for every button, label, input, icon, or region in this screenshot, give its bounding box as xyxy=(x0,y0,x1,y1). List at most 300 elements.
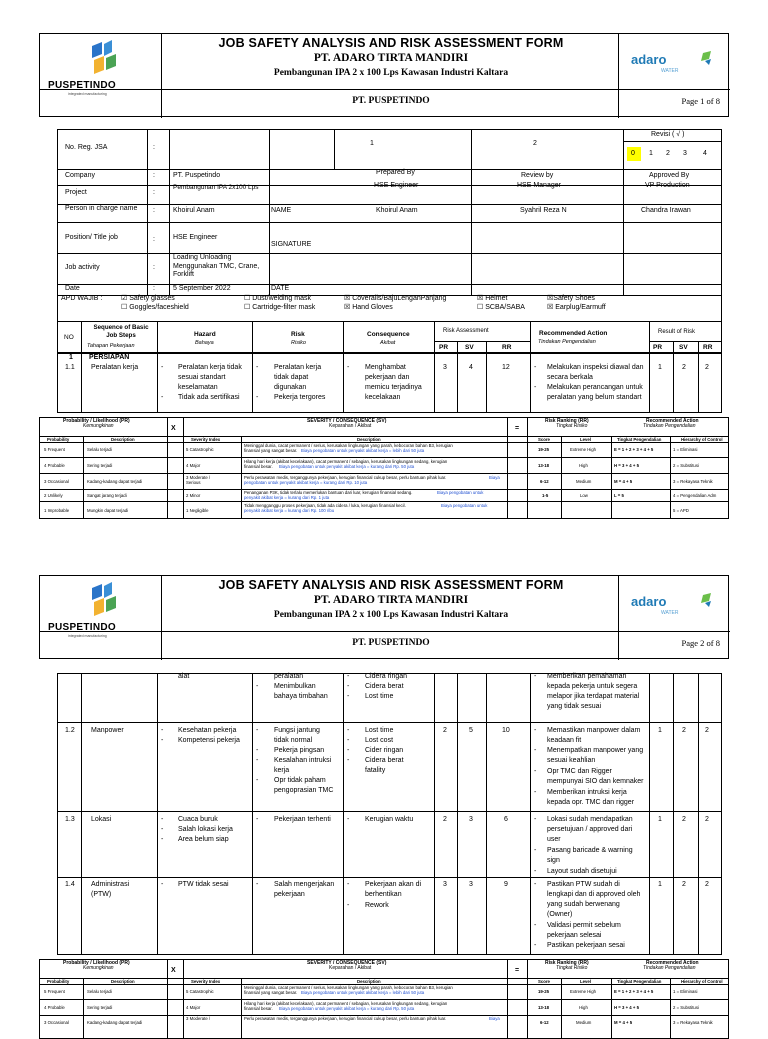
apd-dust-mask[interactable]: ☐ Dust/welding mask xyxy=(244,295,311,302)
adaro-water-text: WATER xyxy=(661,610,679,616)
puspetindo-logo xyxy=(40,576,162,660)
sev-desc: finansial besar. xyxy=(244,464,273,469)
legend-rr-title: Risk Ranking (RR) xyxy=(545,418,589,424)
recommended-text: Memberikan intruksi kerja xyxy=(547,789,627,796)
bullet-dash: - xyxy=(534,747,537,754)
recommended-text: Memberikan pemahaman xyxy=(547,673,627,680)
bullet-dash: - xyxy=(534,789,537,796)
pr-value: 2 xyxy=(443,727,447,734)
recommended-text: Pastikan pekerjaan sesai xyxy=(547,942,625,949)
legend-header: Severity Index xyxy=(191,437,221,442)
sv-value: 3 xyxy=(469,881,473,888)
col-pr: PR xyxy=(439,344,449,351)
approved-name: Chandra Irawan xyxy=(641,207,691,214)
review-name: Syahril Reza N xyxy=(520,207,567,214)
consequence-text: Pekerjaan akan di xyxy=(365,881,422,888)
bullet-dash: - xyxy=(534,384,537,391)
colon: : xyxy=(153,285,155,292)
bullet-dash: - xyxy=(534,942,537,949)
recommended-text: pekerjaan selesai xyxy=(547,932,602,939)
col-recommended: Recommended Action xyxy=(539,330,608,337)
prob-desc: Sering terjadi xyxy=(87,463,113,468)
consequence-text: Cider ringan xyxy=(365,747,404,754)
sev-cost: Biaya pengobatan untuk penyakit akibat kerja = kurang dari Rp. 50 juta xyxy=(279,464,415,469)
section-title: PERSIAPAN xyxy=(89,354,130,361)
prob-desc: Selalu terjadi xyxy=(87,447,112,452)
colon: : xyxy=(153,264,155,271)
hazard-text: Peralatan kerja tidak xyxy=(178,364,242,371)
bullet-dash: - xyxy=(161,826,164,833)
bullet-dash: - xyxy=(256,881,259,888)
prob-level: 2 Unlikely xyxy=(44,493,63,498)
result-sv-value: 2 xyxy=(682,881,686,888)
sev-cost: Biaya xyxy=(489,475,500,480)
rr-value: 10 xyxy=(502,727,510,734)
legend-header: Hierarchy of Control xyxy=(681,437,723,442)
recommended-text: Opr TMC dan Rigger xyxy=(547,768,612,775)
col-consequence: Consequence xyxy=(367,331,410,338)
hazard-text: keselamatan xyxy=(178,384,218,391)
apd-safety-glasses[interactable]: ☑ Safety glasses xyxy=(121,295,175,302)
project-label: Project xyxy=(65,189,87,196)
consequence-text: Cidera berat xyxy=(365,683,404,690)
apd-goggles[interactable]: ☐ Goggles/faceshield xyxy=(121,304,189,311)
adaro-leaf-icon xyxy=(701,593,713,607)
rr-score: 1-5 xyxy=(542,493,549,498)
sev-level: 2 Minor xyxy=(186,493,201,498)
recommended-text: peralatan yang belum standart xyxy=(547,394,642,401)
recommended-text: (Owner) xyxy=(547,911,573,918)
position-label: Position/ Title job xyxy=(65,234,118,241)
adaro-leaf-icon xyxy=(701,51,713,65)
adaro-brand: adaro xyxy=(631,52,667,67)
consequence-text: kecelakaan xyxy=(365,394,401,401)
risk-text: Salah mengerjakan xyxy=(274,881,335,888)
rr-control: E = 1 + 2 + 3 + 4 + 5 xyxy=(614,989,654,994)
pr-value: 2 xyxy=(443,816,447,823)
risk-text: peralatan xyxy=(274,673,304,680)
sv-value: 3 xyxy=(469,816,473,823)
prob-desc: Kadang-kadang dapat terjadi xyxy=(87,1020,143,1025)
hazard-text: Kompetensi pekerja xyxy=(178,737,240,744)
risk-text: Opr tidak paham xyxy=(274,777,326,784)
risk-text: Pekerja pingsan xyxy=(274,747,325,754)
client-name: PT. ADARO TIRTA MANDIRI xyxy=(313,52,469,64)
project-value: Pembangunan IPA 2x100 Lps xyxy=(173,184,259,191)
contractor-name: PT. PUSPETINDO xyxy=(352,638,430,648)
hierarchy-item: 4 = Pengendalian Adm xyxy=(673,493,717,498)
recommended-text: Menempatkan manpower yang xyxy=(547,747,644,754)
sev-level: 1 Negligible xyxy=(186,508,209,513)
recommended-text: kepada opr. TMC dan rigger xyxy=(547,799,635,806)
rr-score: 19-25 xyxy=(538,447,549,452)
col-result-pr: PR xyxy=(653,344,663,351)
bullet-dash: - xyxy=(347,737,350,744)
sev-desc: finansial besar. xyxy=(244,1006,273,1011)
bullet-dash: - xyxy=(347,757,350,764)
recommended-text: lengkapi dan di approved oleh xyxy=(547,891,641,898)
apd-earplug[interactable]: ☒ Earplug/Earmuff xyxy=(547,304,606,311)
form-title: JOB SAFETY ANALYSIS AND RISK ASSESSMENT FORM xyxy=(218,578,564,592)
legend-x: X xyxy=(171,425,176,432)
sev-cost: Biaya pengobatan untuk xyxy=(437,490,484,495)
bullet-dash: - xyxy=(534,768,537,775)
col-risk: Risk xyxy=(291,331,305,338)
rr-level: High xyxy=(579,463,588,468)
apd-safety-shoes[interactable]: ☒Safety Shoes xyxy=(547,295,595,302)
consequence-text: pekerjaan dan xyxy=(365,374,410,381)
legend-header: Description xyxy=(357,979,381,984)
sev-cost: penyakit akibat kerja = kurang dari Rp. 100 ribu xyxy=(244,508,335,513)
activity-label: Job activity xyxy=(65,264,100,271)
legend-rec-title: Recommended Action xyxy=(646,960,699,966)
hierarchy-item: 3 = Rekayasa Teknik xyxy=(673,1020,713,1025)
bullet-dash: - xyxy=(256,727,259,734)
date-value: 5 September 2022 xyxy=(173,285,231,292)
apd-cartridge-mask[interactable]: ☐ Cartridge-filter mask xyxy=(244,304,316,311)
apd-helmet[interactable]: ☒ Helmet xyxy=(477,295,508,302)
form-header xyxy=(39,575,729,659)
sev-desc: Meninggal dunia, cacat permanent / serius, kerusakan lingkungan yang parah, kebocoran bahan B3, kerugian xyxy=(244,443,453,448)
row-step: Peralatan kerja xyxy=(91,364,139,371)
company-label: Company xyxy=(65,172,95,179)
risk-text: tidak normal xyxy=(274,737,313,744)
apd-item-label: Earplug/Earmuff xyxy=(555,304,606,311)
apd-item-label: Hand Gloves xyxy=(352,304,393,311)
puspetindo-tagline: integrated manufacturing xyxy=(68,634,107,638)
puspetindo-logo xyxy=(40,34,162,118)
row-step: Administrasi xyxy=(91,881,130,888)
recommended-text: kepada pekerja untuk segera xyxy=(547,683,638,690)
legend-header: Score xyxy=(538,437,550,442)
sev-cost: Biaya xyxy=(489,1016,500,1021)
apd-scba[interactable]: ☐ SCBA/SABA xyxy=(477,304,525,311)
bullet-dash: - xyxy=(347,683,350,690)
prepared-name: Khoirul Anam xyxy=(376,207,418,214)
sv-value: 5 xyxy=(469,727,473,734)
prepared-role: HSE Engineer xyxy=(374,182,419,189)
bullet-dash: - xyxy=(347,816,350,823)
rr-score: 13-18 xyxy=(538,1005,549,1010)
legend-prob-title: Probability / Likelihood (PR) xyxy=(63,418,130,424)
hazard-text: Cuaca buruk xyxy=(178,816,218,823)
risk-text: Peralatan kerja xyxy=(274,364,322,371)
recommended-text: Memastikan manpower dalam xyxy=(547,727,641,734)
col-consequence-sub: Akibat xyxy=(380,340,396,346)
revision-4[interactable]: 4 xyxy=(703,150,707,157)
legend-header: Level xyxy=(580,437,591,442)
recommended-text: yang sudah berwenang xyxy=(547,901,620,908)
risk-text: kerja xyxy=(274,767,290,774)
date-label-2: DATE xyxy=(271,285,290,292)
sev-cost: penyakit akibat kerja = kurang dari Rp. 1 juta xyxy=(244,495,330,500)
result-pr-value: 1 xyxy=(658,881,662,888)
prob-level: 5 Frequent xyxy=(44,989,65,994)
rr-value: 6 xyxy=(504,816,508,823)
consequence-text: Lost cost xyxy=(365,737,394,744)
bullet-dash: - xyxy=(161,737,164,744)
col-risk-sub: Risiko xyxy=(291,340,306,346)
sev-desc: finansial yang sangat besar. xyxy=(244,990,298,995)
rr-score: 6-12 xyxy=(540,1020,549,1025)
prob-level: 4 Probable xyxy=(44,463,65,468)
hazard-text: Area belum siap xyxy=(178,836,229,843)
revision-0[interactable]: 0 xyxy=(631,150,635,157)
bullet-dash: - xyxy=(161,394,164,401)
legend-rec-sub: Tindakan Pengendalian xyxy=(643,423,696,429)
colon: : xyxy=(153,189,155,196)
apd-hand-gloves[interactable]: ☒ Hand Gloves xyxy=(344,304,393,311)
prob-level: 3 Occasional xyxy=(44,479,69,484)
recommended-text: Melakukan inspeksi diawal dan xyxy=(547,364,644,371)
apd-item-label: Helmet xyxy=(485,295,508,302)
bullet-dash: - xyxy=(534,847,537,854)
page-2 xyxy=(39,575,729,1024)
bullet-dash: - xyxy=(347,693,350,700)
review-role: HSE Manager xyxy=(517,182,561,189)
adaro-water-text: WATER xyxy=(661,68,679,74)
sev-desc: Penanganan P3K, tidak terlalu memerlukan bantuan dari luar, kerugian finansial sedang. xyxy=(244,490,413,495)
risk-text: Fungsi jantung xyxy=(274,727,320,734)
sev-level: 4 Major xyxy=(186,1005,201,1010)
consequence-text: Rework xyxy=(365,902,389,909)
approved-role: VP Production xyxy=(645,182,690,189)
contractor-name: PT. PUSPETINDO xyxy=(352,96,430,106)
prepared-by-label: Prepared By xyxy=(376,169,415,176)
recommended-text: Melakukan perancangan untuk xyxy=(547,384,643,391)
review-by-label: Review by xyxy=(521,172,554,179)
revision-2[interactable]: 2 xyxy=(666,150,670,157)
bullet-dash: - xyxy=(256,777,259,784)
colon: : xyxy=(153,207,155,214)
sig-col-2: 2 xyxy=(533,140,537,147)
legend-prob-sub: Kemungkinan xyxy=(83,965,114,971)
apd-item-label: SCBA/SABA xyxy=(485,304,525,311)
legend-header: Probability xyxy=(47,979,70,984)
form-header xyxy=(39,33,729,117)
col-no: NO xyxy=(64,334,74,341)
consequence-text: Cidera berat xyxy=(365,757,404,764)
bullet-dash: - xyxy=(256,747,259,754)
recommended-text: Pasang baricade & warning xyxy=(547,847,633,854)
legend-sev-title: SEVERITY / CONSEQUENCE (SV) xyxy=(307,960,387,966)
sev-cost: Biaya pengobatan untuk xyxy=(441,503,488,508)
hazard-text: Tidak ada sertifikasi xyxy=(178,394,240,401)
result-rr-value: 2 xyxy=(705,364,709,371)
puspetindo-brand: PUSPETINDO xyxy=(48,622,117,633)
sev-desc: Perlu perawatan medis, terganggunya pekerjaan, kerugian financial cukup besar, perlu bantuan pihak luar. xyxy=(244,475,447,480)
row-number: 1.4 xyxy=(65,881,75,888)
rr-level: Medium xyxy=(576,479,592,484)
consequence-text: berhentikan xyxy=(365,891,402,898)
person-label: Person in charge name xyxy=(65,205,138,212)
result-sv-value: 2 xyxy=(682,364,686,371)
col-risk-assessment: Risk Assessment xyxy=(443,328,489,334)
sev-desc: Meninggal dunia, cacat permanent / serius, kerusakan lingkungan yang parah, kebocoran bahan B3, kerugian xyxy=(244,985,453,990)
rr-value: 12 xyxy=(502,364,510,371)
revision-1[interactable]: 1 xyxy=(649,150,653,157)
approved-by-label: Approved By xyxy=(649,172,690,179)
legend-eq: = xyxy=(515,425,520,432)
recommended-text: keadaan fit xyxy=(547,737,582,744)
col-hazard-sub: Bahaya xyxy=(195,340,214,346)
hierarchy-item: 1 = Eliminasi xyxy=(673,447,698,452)
hazard-text: Kesehatan pekerja xyxy=(178,727,237,734)
risk-text: Pekerja tergores xyxy=(274,394,326,401)
bullet-dash: - xyxy=(534,922,537,929)
puspetindo-tagline: integrated manufacturing xyxy=(68,92,107,96)
result-rr-value: 2 xyxy=(705,816,709,823)
sev-level: 3 Moderate / xyxy=(186,1016,211,1021)
rr-score: 19-25 xyxy=(538,989,549,994)
sev-level: 3 Moderate / xyxy=(186,475,211,480)
bullet-dash: - xyxy=(347,364,350,371)
bullet-dash: - xyxy=(161,364,164,371)
legend-header: Description xyxy=(111,979,135,984)
rr-value: 9 xyxy=(504,881,508,888)
form-title: JOB SAFETY ANALYSIS AND RISK ASSESSMENT FORM xyxy=(218,36,564,50)
risk-text: pekerjaan xyxy=(274,891,305,898)
prob-level: 5 Frequent xyxy=(44,447,65,452)
colon: : xyxy=(153,172,155,179)
sig-col-1: 1 xyxy=(370,140,374,147)
colon: : xyxy=(153,236,155,243)
recommended-text: Validasi permit sebelum xyxy=(547,922,621,929)
sev-desc: Tidak mengganggu proses pekerjaan, tidak ada cidera / luka, kerugian finansial kecil. xyxy=(244,503,406,508)
bullet-dash: - xyxy=(347,747,350,754)
legend-sev-title: SEVERITY / CONSEQUENCE (SV) xyxy=(307,418,387,424)
rr-control: L = 5 xyxy=(614,493,624,498)
rr-level: Medium xyxy=(576,1020,592,1025)
sev-level: 5 Catastrophic xyxy=(186,447,214,452)
bullet-dash: - xyxy=(256,364,259,371)
revision-3[interactable]: 3 xyxy=(683,150,687,157)
apd-coveralls[interactable]: ☒ Coveralls/BajuLenganPanjang xyxy=(344,295,447,302)
legend-sev-sub: Keparahan / Akibat xyxy=(329,965,372,971)
col-result-sv: SV xyxy=(679,344,688,351)
rr-control: M = 4 + 5 xyxy=(614,1020,633,1025)
puspetindo-logo-icon xyxy=(82,582,122,618)
bullet-dash: - xyxy=(256,394,259,401)
rr-level: Extreme High xyxy=(570,447,597,452)
recommended-text: mempunyai SIO dan kemnaker xyxy=(547,778,644,785)
apd-item-label: Safety Shoes xyxy=(553,295,595,302)
recommended-text: sign xyxy=(547,857,560,864)
rr-level: Extreme High xyxy=(570,989,597,994)
legend-eq: = xyxy=(515,967,520,974)
page-1 xyxy=(39,33,729,519)
col-rr: RR xyxy=(502,344,512,351)
row-number: 1.3 xyxy=(65,816,75,823)
rr-control: M = 4 + 5 xyxy=(614,479,633,484)
legend-rec-sub: Tindakan Pengendalian xyxy=(643,965,696,971)
rr-control: E = 1 + 2 + 3 + 4 + 5 xyxy=(614,447,654,452)
recommended-text: yang tidak sesuai xyxy=(547,703,602,710)
hazard-text: alat xyxy=(178,673,190,680)
result-pr-value: 1 xyxy=(658,364,662,371)
consequence-text: fatality xyxy=(365,767,386,774)
recommended-text: user xyxy=(547,836,561,843)
hazard-text: sesuai standart xyxy=(178,374,226,381)
sev-cost: Biaya pengobatan untuk penyakit akibat kerja = lebih dari 50 juta xyxy=(301,448,425,453)
legend-prob-title: Probability / Likelihood (PR) xyxy=(63,960,130,966)
colon: : xyxy=(153,144,155,151)
sev-desc: Hilang hari kerja (akibat kecelakaan), cacat permanent / sebagian, kerusakan lingkungan sedang, kerugian xyxy=(244,459,448,464)
sv-value: 4 xyxy=(469,364,473,371)
sev-desc: Hilang hari kerja (akibat kecelakaan), cacat permanent / sebagian, kerusakan lingkungan sedang, kerugian xyxy=(244,1001,448,1006)
legend-header: Hierarchy of Control xyxy=(681,979,723,984)
prob-desc: Selalu terjadi xyxy=(87,989,112,994)
recommended-text: Lokasi sudah mendapatkan xyxy=(547,816,633,823)
project-name: Pembangunan IPA 2 x 100 Lps Kawasan Industri Kaltara xyxy=(273,610,509,620)
project-name: Pembangunan IPA 2 x 100 Lps Kawasan Industri Kaltara xyxy=(273,68,509,78)
col-sequence: Sequence of Basic Job Steps xyxy=(93,324,149,339)
recommended-text: Layout sudah disetujui xyxy=(547,868,617,875)
recommended-text: Pastikan PTW sudah di xyxy=(547,881,620,888)
name-label: NAME xyxy=(271,207,292,214)
col-hazard: Hazard xyxy=(194,331,216,338)
result-pr-value: 1 xyxy=(658,727,662,734)
rr-level: Low xyxy=(580,493,588,498)
sev-cost: Biaya pengobatan untuk penyakit akibat kerja = lebih dari 50 juta xyxy=(301,990,425,995)
sev-level: Serious xyxy=(186,480,201,485)
recommended-text: persetujuan / approved dari xyxy=(547,826,633,833)
bullet-dash: - xyxy=(161,727,164,734)
risk-text: bahaya timbahan xyxy=(274,693,328,700)
sev-cost: pengobatan untuk penyakit akibat kerja = kurang dari Rp. 10 juta xyxy=(244,480,368,485)
legend-rr-title: Risk Ranking (RR) xyxy=(545,960,589,966)
consequence-text: Kerugian waktu xyxy=(365,816,414,823)
legend-x: X xyxy=(171,967,176,974)
bullet-dash: - xyxy=(161,881,164,888)
bullet-dash: - xyxy=(534,727,537,734)
bullet-dash: - xyxy=(161,836,164,843)
legend-header: Tingkat Pengendalian xyxy=(617,437,662,442)
prob-level: 3 Occasional xyxy=(44,1020,69,1025)
row-number: 1.1 xyxy=(65,364,75,371)
consequence-text: Lost time xyxy=(365,693,394,700)
hierarchy-item: 2 = Substitusi xyxy=(673,463,699,468)
legend-header: Score xyxy=(538,979,550,984)
rr-score: 13-18 xyxy=(538,463,549,468)
sev-level: 5 Catastrophic xyxy=(186,989,214,994)
recommended-text: secara berkala xyxy=(547,374,593,381)
hierarchy-item: 5 = APD xyxy=(673,508,689,513)
apd-item-label: Coveralls/BajuLenganPanjang xyxy=(352,295,447,302)
bullet-dash: - xyxy=(347,902,350,909)
sev-cost: Biaya pengobatan untuk penyakit akibat kerja = kurang dari Rp. 50 juta xyxy=(279,1006,415,1011)
prob-desc: Sangat jarang terjadi xyxy=(87,493,127,498)
bullet-dash: - xyxy=(534,868,537,875)
bullet-dash: - xyxy=(534,816,537,823)
prob-desc: Mungkin dapat terjadi xyxy=(87,508,129,513)
bullet-dash: - xyxy=(534,881,537,888)
legend-prob-sub: Kemungkinan xyxy=(83,423,114,429)
bullet-dash: - xyxy=(347,727,350,734)
rr-control: H = 3 + 4 + 5 xyxy=(614,463,639,468)
apd-item-label: Safety glasses xyxy=(129,295,175,302)
hazard-text: PTW tidak sesai xyxy=(178,881,229,888)
adaro-logo xyxy=(618,34,728,118)
col-sv: SV xyxy=(465,344,474,351)
row-number: 1.2 xyxy=(65,727,75,734)
person-value: Khoirul Anam xyxy=(173,207,215,214)
legend-rr-sub: Tingkat Risiko xyxy=(556,423,588,429)
date-label: Date xyxy=(65,285,80,292)
row-step: Manpower xyxy=(91,727,124,734)
risk-text: pengoprasian TMC xyxy=(274,787,334,794)
client-name: PT. ADARO TIRTA MANDIRI xyxy=(313,594,469,606)
